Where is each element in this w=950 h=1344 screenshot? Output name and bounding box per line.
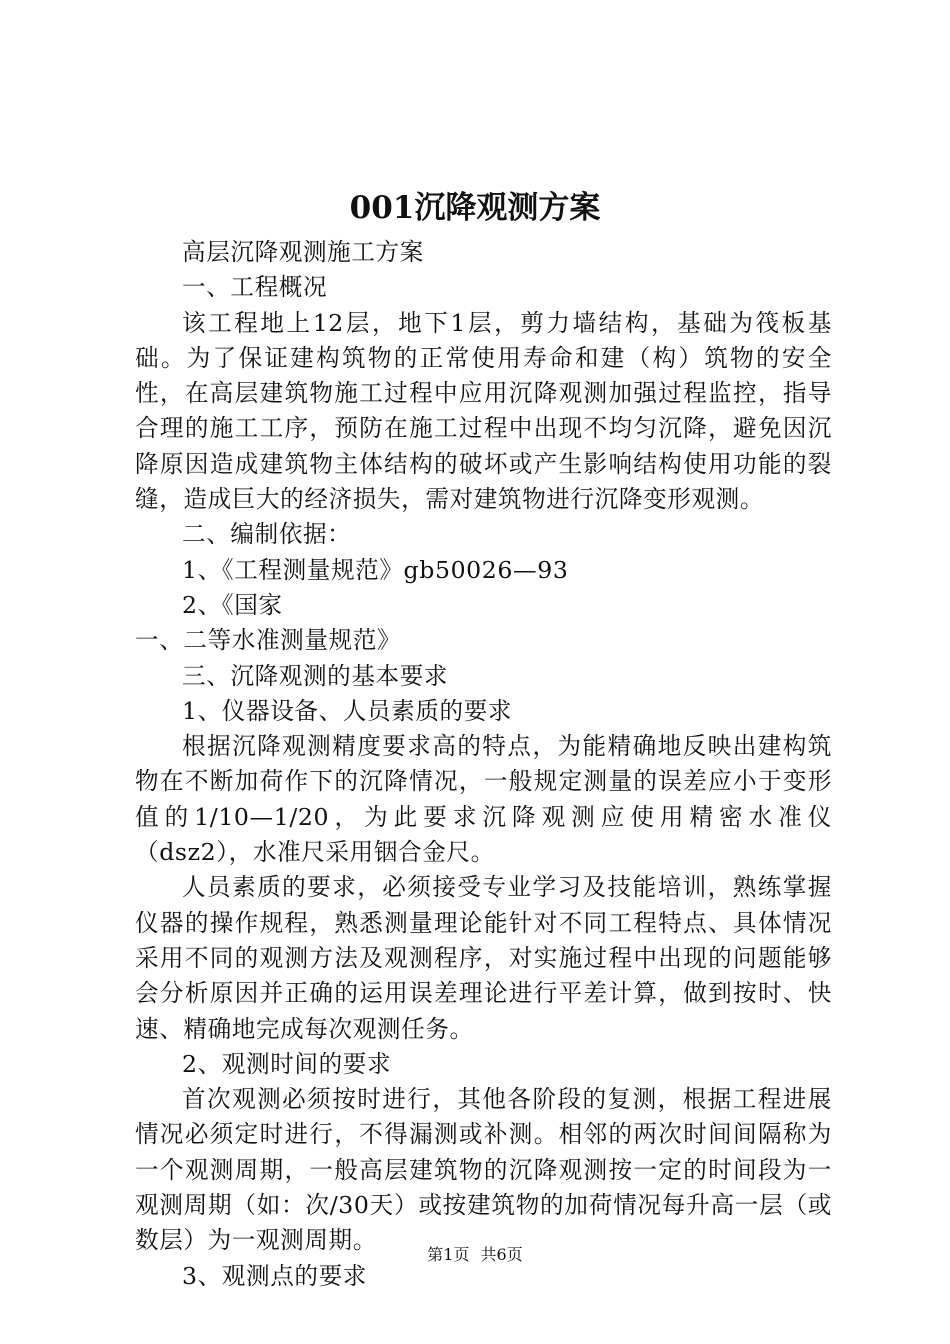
paragraph-observation-time: 首次观测必须按时进行，其他各阶段的复测，根据工程进展情况必须定时进行，不得漏测或补测。相邻的两次时间间隔称为一个观测周期，一般高层建筑物的沉降观测按一定的时间段为一观测周期（如：次/30天）或按建筑物的加荷情况每升高一层（或数层）为一观测周期。 bbox=[135, 1085, 832, 1255]
paragraph-overview: 该工程地上12层，地下1层，剪力墙结构，基础为筏板基础。为了保证建构筑物的正常使用寿命和建（构）筑物的安全性，在高层建筑物施工过程中应用沉降观测加强过程监控，指导合理的施工工序，预防在施工过程中出现不均匀沉降，避免因沉降原因造成建筑物主体结构的破坏或产生影响结构使用功能的裂缝，造成巨大的经济损失，需对建筑物进行沉降变形观测。 bbox=[135, 308, 832, 514]
subheading-observation-time: 2、观测时间的要求 bbox=[182, 1049, 392, 1078]
document-title: 001沉降观测方案 bbox=[349, 190, 601, 226]
paragraph-personnel: 人员素质的要求，必须接受专业学习及技能培训，熟练掌握仪器的操作规程，熟悉测量理论能针对不同工程特点、具体情况采用不同的观测方法及观测程序，对实施过程中出现的问题能够会分析原因并正确的运用误差理论进行平差计算，做到按时、快速、精确地完成每次观测任务。 bbox=[135, 873, 832, 1043]
list-item-basis-2-cont: 一、二等水准测量规范》 bbox=[135, 626, 402, 655]
document-body bbox=[135, 235, 832, 1294]
paragraph-subtitle: 高层沉降观测施工方案 bbox=[182, 238, 424, 266]
paragraph-equipment: 根据沉降观测精度要求高的特点，为能精确地反映出建构筑物在不断加荷作下的沉降情况，一般规定测量的误差应小于变形值的1/10—1/20，为此要求沉降观测应使用精密水准仪（dsz2），水准尺采用铟合金尺。 bbox=[135, 732, 832, 867]
section-heading-basis: 二、编制依据： bbox=[182, 520, 352, 549]
section-heading-overview: 一、工程概况 bbox=[182, 273, 328, 302]
subheading-observation-points: 3、观测点的要求 bbox=[182, 1261, 367, 1290]
list-item-basis-1: 1、《工程测量规范》gb50026—93 bbox=[182, 555, 569, 584]
page-number: 第1页 bbox=[427, 1245, 470, 1264]
list-item-basis-2: 2、《国家 bbox=[182, 590, 283, 619]
subheading-equipment-personnel: 1、仪器设备、人员素质的要求 bbox=[182, 696, 513, 725]
page-total: 共6页 bbox=[480, 1245, 523, 1264]
page-footer bbox=[0, 1244, 950, 1266]
section-heading-requirements: 三、沉降观测的基本要求 bbox=[182, 661, 449, 690]
